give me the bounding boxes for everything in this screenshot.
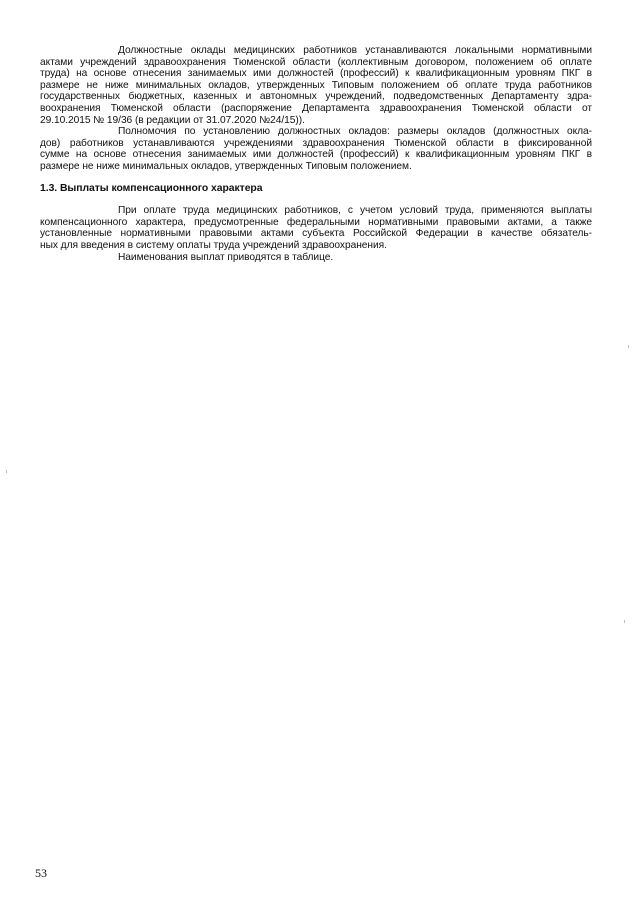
paragraph-compensation-payments [40, 205, 592, 251]
paragraph-line: дов) работников устанавливаются учреждениями здравоохранения Тюменской области в фиксированной [40, 137, 592, 149]
paragraph-line: Наименования выплат приводятся в таблице. [118, 251, 334, 263]
paragraph-salary-powers [40, 126, 592, 172]
section-heading: 1.3. Выплаты компенсационного характера [40, 182, 263, 194]
heading-spacer [40, 194, 592, 205]
paragraph-line: актами учреждений здравоохранения Тюменской области (коллективным договором, положением об оплате [40, 56, 592, 68]
scan-speck [6, 470, 7, 473]
paragraph-official-salaries [40, 45, 592, 126]
paragraph-line: Должностные оклады медицинских работников устанавливаются локальными нормативными [118, 45, 592, 56]
paragraph-line: воохранения Тюменской области (распоряжение Департамента здравоохранения Тюменской области от [40, 102, 592, 114]
paragraph-line: 29.10.2015 № 19/36 (в редакции от 31.07.2020 №24/15)). [40, 114, 305, 126]
paragraph-table-reference [40, 252, 592, 264]
page-number: 53 [35, 866, 47, 880]
paragraph-line: Полномочия по установлению должностных окладов: размеры окладов (должностных окла- [118, 126, 592, 138]
scan-speck [628, 345, 629, 348]
paragraph-line: установленные нормативными правовыми актами субъекта Российской Федерации в качестве обязатель- [40, 228, 592, 240]
paragraph-line: компенсационного характера, предусмотренные федеральными нормативными правовыми актами, а также [40, 216, 592, 228]
paragraph-line: При оплате труда медицинских работников, с учетом условий труда, применяются выплаты [118, 205, 592, 217]
paragraph-line: сумме на основе отнесения занимаемых ими должностей (профессий) к квалификационным уровням ПКГ в [40, 149, 592, 161]
document-body [40, 45, 592, 263]
paragraph-line: государственных бюджетных, казенных и автономных учреждений, подведомственных Департаменту здра- [40, 91, 592, 103]
paragraph-line: ных для введения в систему оплаты труда учреждений здравоохранения. [40, 239, 387, 251]
paragraph-line: размере не ниже минимальных окладов, утвержденных Типовым положением об оплате труда работников [40, 79, 592, 91]
paragraph-line: труда) на основе отнесения занимаемых ими должностей (профессий) к квалификационным уровням ПКГ в [40, 68, 592, 80]
paragraph-line: размере не ниже минимальных окладов, утвержденных Типовым положением. [40, 160, 412, 172]
scan-speck [624, 620, 625, 623]
